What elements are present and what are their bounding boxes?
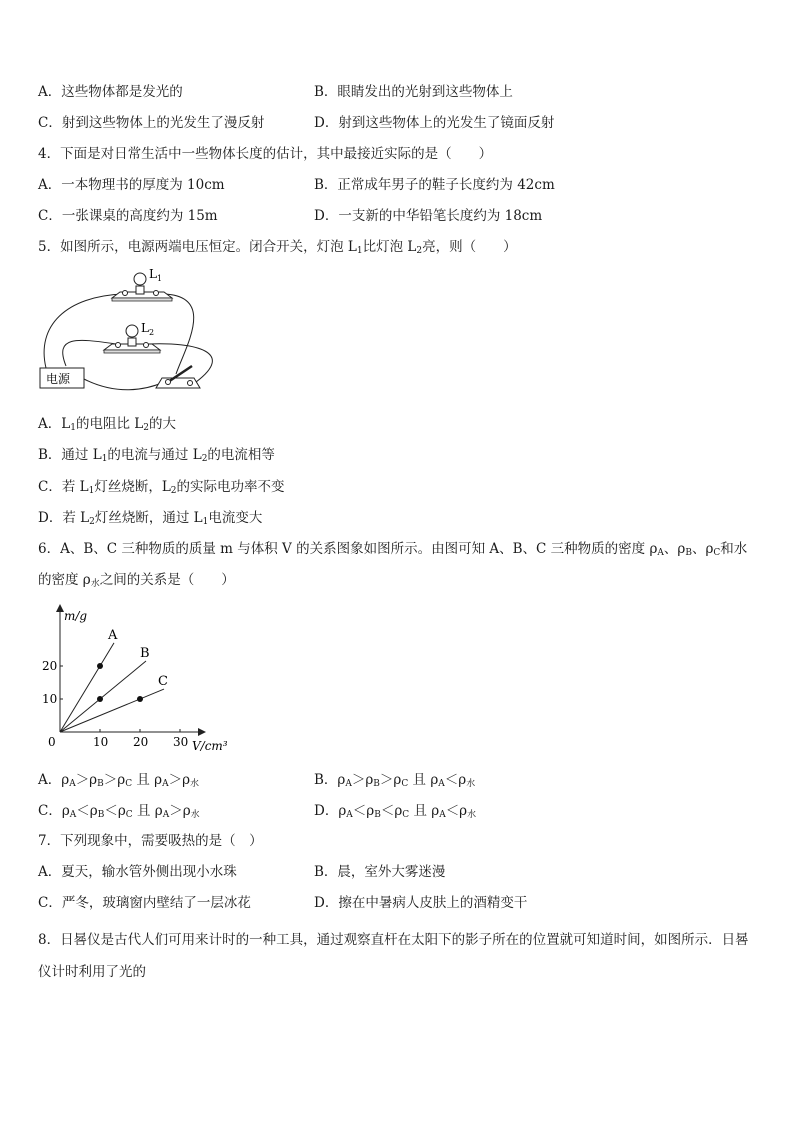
series-point-C bbox=[137, 696, 143, 702]
q5-option-a: A．$L_1$的电阻比 $L_2$的大 bbox=[38, 416, 176, 433]
wire-top-left bbox=[44, 294, 124, 368]
q7-option-a: A．夏天，输水管外侧出现小水珠 bbox=[38, 864, 237, 880]
y-tick-label-10: 10 bbox=[42, 692, 58, 706]
q3-option-d: D．射到这些物体上的光发生了镜面反射 bbox=[314, 115, 555, 131]
series-point-B bbox=[97, 696, 103, 702]
q4-stem: 4．下面是对日常生活中一些物体长度的估计，其中最接近实际的是（ ） bbox=[38, 146, 493, 162]
mass-volume-chart bbox=[40, 600, 240, 760]
l1-socket bbox=[136, 286, 144, 294]
y-axis-label: m/g bbox=[64, 609, 88, 623]
bulb-l2-label: $L_2$ bbox=[141, 321, 155, 337]
q3-option-b: B．眼睛发出的光射到这些物体上 bbox=[314, 84, 513, 100]
q5-stem: 5．如图所示，电源两端电压恒定。闭合开关，灯泡 $L_1$比灯泡 $L_2$亮，则（ ） bbox=[38, 239, 517, 256]
q3-option-a: A．这些物体都是发光的 bbox=[38, 84, 183, 100]
l1-terminal-right bbox=[154, 291, 159, 296]
q4-option-d: D．一支新的中华铅笔长度约为 18cm bbox=[314, 208, 543, 224]
x-tick-label-30: 30 bbox=[173, 735, 189, 749]
wire-bottom bbox=[82, 378, 164, 390]
q6-option-d: D．$\rho_A<\rho_B<\rho_C$ 且 $\rho_A<\rho_水$ bbox=[314, 803, 477, 820]
series-line-A bbox=[60, 643, 114, 732]
bulb-l2-icon bbox=[126, 325, 138, 337]
q4-option-b: B．正常成年男子的鞋子长度约为 42cm bbox=[314, 177, 555, 193]
q6-option-c: C．$\rho_A<\rho_B<\rho_C$ 且 $\rho_A>\rho_水$ bbox=[38, 803, 200, 820]
bulb-l1-label: $L_1$ bbox=[149, 267, 163, 283]
circuit-diagram bbox=[36, 266, 216, 396]
series-label-B: B bbox=[140, 646, 150, 662]
x-axis-label: V/cm³ bbox=[192, 739, 228, 753]
q3-option-c: C．射到这些物体上的光发生了漫反射 bbox=[38, 115, 265, 131]
x-tick-label-20: 20 bbox=[133, 735, 149, 749]
series-point-A bbox=[97, 663, 103, 669]
q7-option-d: D．擦在中暑病人皮肤上的酒精变干 bbox=[314, 895, 528, 911]
q5-option-c: C．若 $L_1$灯丝烧断，$L_2$的实际电功率不变 bbox=[38, 479, 285, 496]
q6-stem-line2: 的密度 $\rho_水$之间的关系是（ ） bbox=[38, 572, 235, 589]
bulb-l1-icon bbox=[134, 273, 146, 285]
x-tick-label-0: 0 bbox=[48, 735, 56, 749]
q6-stem-line1: 6．A、B、C 三种物质的质量 m 与体积 V 的关系图象如图所示。由图可知 A、B、C 三种物质的密度 $\rho_A$、$\rho_B$、$\rho_C$和水 bbox=[38, 541, 748, 558]
q7-stem: 7．下列现象中，需要吸热的是（ ） bbox=[38, 833, 263, 849]
l2-socket bbox=[128, 338, 136, 346]
q6-option-a: A．$\rho_A>\rho_B>\rho_C$ 且 $\rho_A>\rho_水$ bbox=[38, 772, 200, 789]
q8-stem: 8．日晷仪是古代人们可用来计时的一种工具，通过观察直杆在太阳下的影子所在的位置就可知道时间，如图所示．日晷仪计时利用了光的 bbox=[38, 932, 749, 980]
series-label-A: A bbox=[108, 627, 118, 643]
q5-option-b: B．通过 $L_1$的电流与通过 $L_2$的电流相等 bbox=[38, 447, 275, 464]
q6-option-b: B．$\rho_A>\rho_B>\rho_C$ 且 $\rho_A<\rho_水$ bbox=[314, 772, 476, 789]
l1-terminal-left bbox=[123, 291, 128, 296]
q4-option-a: A．一本物理书的厚度为 10cm bbox=[38, 177, 225, 193]
switch-base bbox=[156, 378, 200, 388]
l2-terminal-left bbox=[116, 343, 121, 348]
series-line-B bbox=[60, 661, 146, 732]
l2-terminal-right bbox=[144, 343, 149, 348]
x-tick-label-10: 10 bbox=[93, 735, 109, 749]
q4-option-c: C．一张课桌的高度约为 15m bbox=[38, 208, 218, 224]
wire-top-right bbox=[164, 294, 194, 374]
power-source-label: 电源 bbox=[46, 372, 71, 386]
q5-option-d: D．若 $L_2$灯丝烧断，通过 $L_1$电流变大 bbox=[38, 510, 263, 527]
series-label-C: C bbox=[158, 674, 168, 690]
y-tick-label-20: 20 bbox=[42, 659, 58, 673]
q7-option-c: C．严冬，玻璃窗内壁结了一层冰花 bbox=[38, 895, 251, 911]
q7-option-b: B．晨，室外大雾迷漫 bbox=[314, 864, 446, 880]
series-line-C bbox=[60, 689, 164, 732]
